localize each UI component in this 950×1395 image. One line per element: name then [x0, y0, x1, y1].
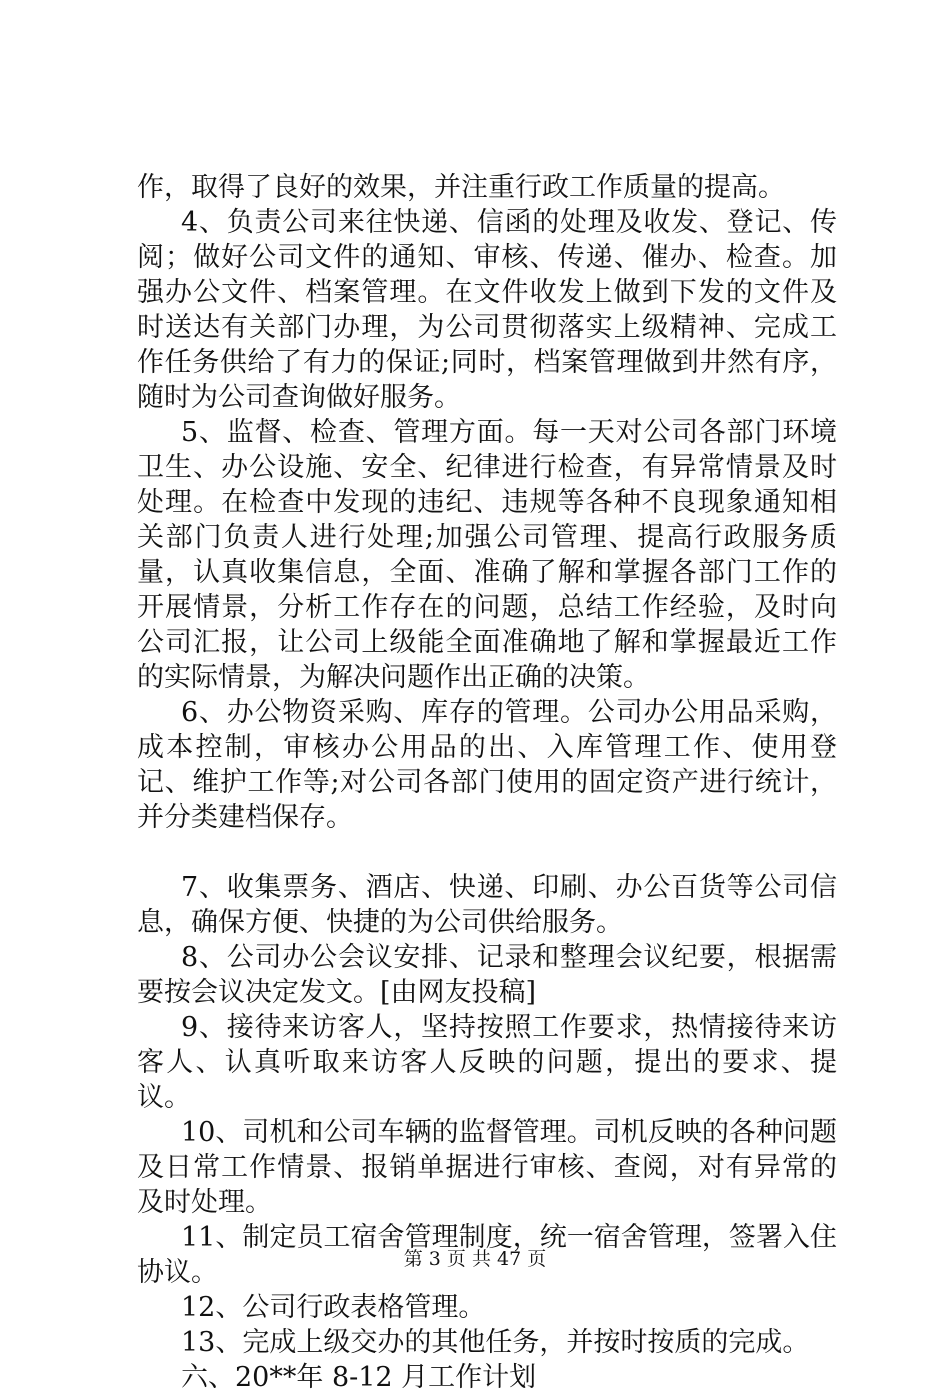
paragraph-item-7: 7、收集票务、酒店、快递、印刷、办公百货等公司信息，确保方便、快捷的为公司供给服务。: [137, 872, 837, 938]
paragraph-item-4: 4、负责公司来往快递、信函的处理及收发、登记、传阅；做好公司文件的通知、审核、传递、催办、检查。加强办公文件、档案管理。在文件收发上做到下发的文件及时送达有关部门办理，为公司贯彻落实上级精神、完成工作任务供给了有力的保证;同时，档案管理做到井然有序，随时为公司查询做好服务。: [137, 207, 837, 413]
paragraph-continuation: 作，取得了良好的效果，并注重行政工作质量的提高。: [137, 172, 785, 203]
paragraph-item-5: 5、监督、检查、管理方面。每一天对公司各部门环境卫生、办公设施、安全、纪律进行检查，有异常情景及时处理。在检查中发现的违纪、违规等各种不良现象通知相关部门负责人进行处理;加强公司管理、提高行政服务质量，认真收集信息，全面、准确了解和掌握各部门工作的开展情景，分析工作存在的问题，总结工作经验，及时向公司汇报，让公司上级能全面准确地了解和掌握最近工作的实际情景，为解决问题作出正确的决策。: [137, 417, 837, 693]
document-body: [137, 170, 837, 1395]
paragraph-item-6: 6、办公物资采购、库存的管理。公司办公用品采购，成本控制，审核办公用品的出、入库管理工作、使用登记、维护工作等;对公司各部门使用的固定资产进行统计，并分类建档保存。: [137, 697, 837, 833]
paragraph-item-11: 11、制定员工宿舍管理制度，统一宿舍管理，签署入住协议。: [137, 1222, 837, 1288]
paragraph-item-9: 9、接待来访客人，坚持按照工作要求，热情接待来访客人、认真听取来访客人反映的问题，提出的要求、提议。: [137, 1012, 837, 1113]
paragraph-item-8: 8、公司办公会议安排、记录和整理会议纪要，根据需要按会议决定发文。[由网友投稿]: [137, 942, 837, 1008]
paragraph-item-12: 12、公司行政表格管理。: [181, 1292, 486, 1323]
page-number-footer: 第 3 页 共 47 页: [403, 1248, 547, 1270]
section-heading-work-plan: 六、20**年 8-12 月工作计划: [181, 1362, 537, 1393]
paragraph-item-13: 13、完成上级交办的其他任务，并按时按质的完成。: [181, 1327, 810, 1358]
paragraph-item-10: 10、司机和公司车辆的监督管理。司机反映的各种问题及日常工作情景、报销单据进行审核、查阅，对有异常的及时处理。: [137, 1117, 837, 1218]
